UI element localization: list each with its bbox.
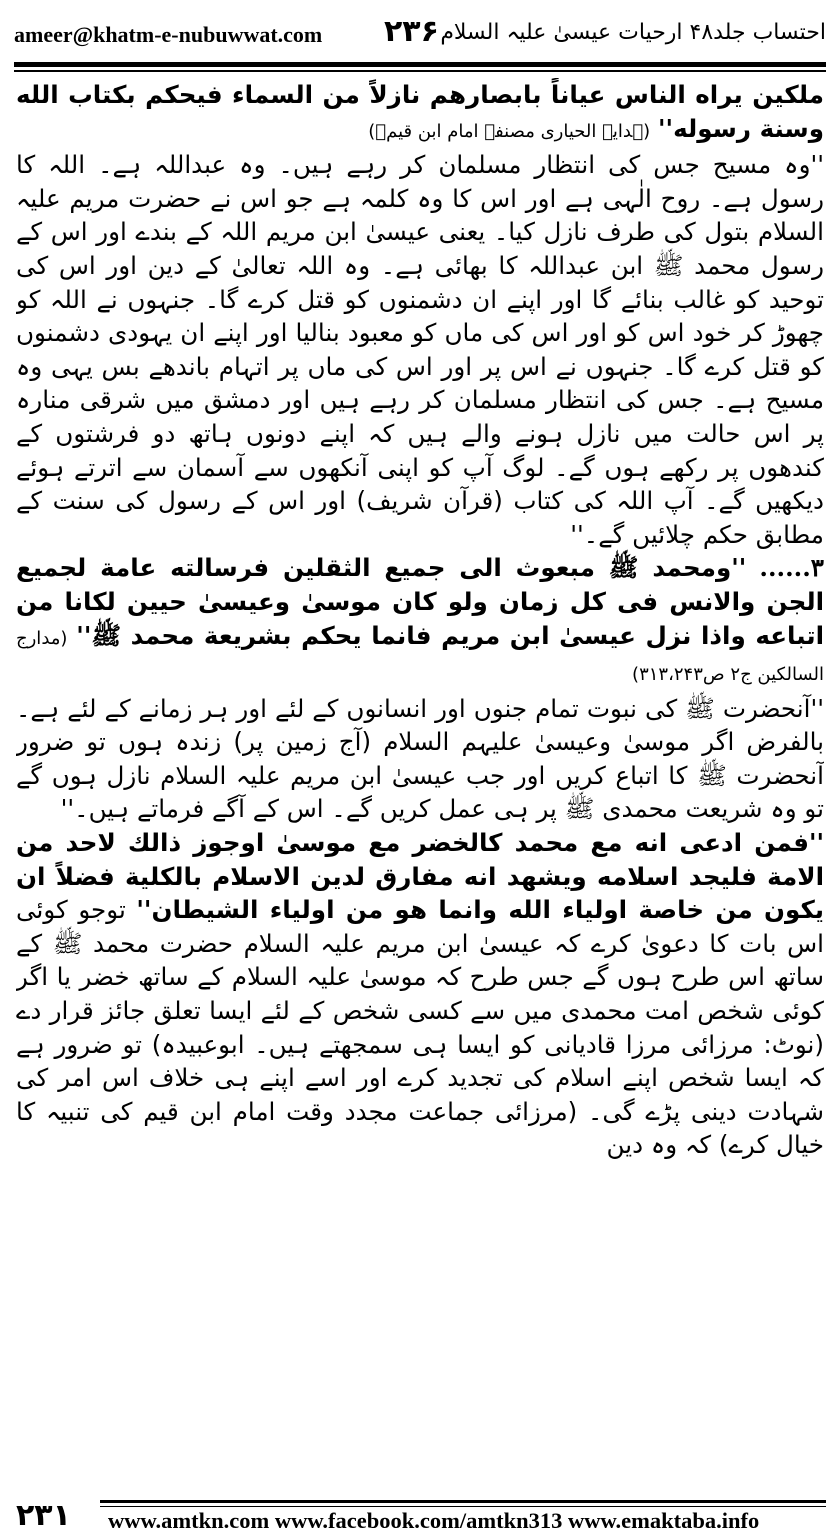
footer-rule-thin bbox=[100, 1506, 826, 1507]
header-rule-thick bbox=[14, 62, 826, 67]
arabic-quote-1: ملكين يراه الناس عياناً بابصارهم نازلاً من السماء فيحكم بكتاب الله وسنة رسوله'' bbox=[16, 80, 824, 143]
header-page-number: ۲۳۶ bbox=[384, 14, 439, 49]
urdu-translation-3: توجو کوئی اس بات کا دعویٰ کرے کہ عیسیٰ ابن مریم علیہ السلام حضرت محمد ﷺ کے ساتھ اس طرح ہوں گے جس طرح کہ موسیٰ علیہ السلام کے ساتھ خضر یا اگر کوئی شخص امت محمدی میں سے کسی شخص کے لئے ایسا تعلق جائز قرار دے (نوٹ: مرزائی مرزا قادیانی کو ایسا ہی سمجھتے ہیں۔ ابوعبیدہ) تو ضرور ہے کہ ایسا شخص اپنے اسلام کی تجدید کرے اور اسے اپنے ہی خلاف اس امر کی شہادت دینی پڑے گی۔ (مرزائی جماعت مجدد وقت امام ابن قیم کی تنبیہ کا خیال کرے) کہ وہ دین bbox=[16, 895, 824, 1160]
header-rule-thin bbox=[14, 70, 826, 72]
paragraph-3 bbox=[16, 551, 824, 691]
item-number-3: ۳...... bbox=[759, 553, 824, 583]
footer-links: www.amtkn.com www.facebook.com/amtkn313 www.emaktaba.info bbox=[108, 1508, 760, 1533]
paragraph-5 bbox=[16, 826, 824, 1162]
arabic-quote-3: ''فمن ادعى انه مع محمد كالخضر مع موسىٰ اوجوز ذالك لاحد من الامة فليجد اسلامه ويشهد انه مفارق لدين الاسلام بالكلية فضلاً ان يكون من خاصة اولياء الله وانما هو من اولياء الشيطان'' bbox=[16, 828, 824, 925]
page-footer bbox=[14, 1496, 826, 1536]
arabic-quote-2: ''ومحمد ﷺ مبعوث الى جميع الثقلين فرسالته عامة لجميع الجن والانس فى كل زمان ولو كان موسىٰ وعيسىٰ حيين لكانا من اتباعه واذا نزل عيسىٰ ابن مريم فانما يحكم بشريعة محمد ﷺ'' bbox=[16, 553, 824, 650]
urdu-translation-1: ''وہ مسیح جس کی انتظار مسلمان کر رہے ہیں۔ وہ عبداللہ ہے۔ اللہ کا رسول ہے۔ روح الٰہی ہے اور اس کا وہ کلمہ ہے جو اس نے حضرت مریم علیہ السلام بتول کی طرف نازل کیا۔ یعنی عیسیٰ ابن مریم اللہ کے بندے اور اس کے رسول محمد ﷺ ابن عبداللہ کا بھائی ہے۔ وہ اللہ تعالیٰ کے دین اور اس کی توحید کو غالب بنائے گا اور اپنے ان دشمنوں کو قتل کرے گا۔ جنہوں نے اللہ کو چھوڑ کر خود اس کو اور اس کی ماں کو معبود بنالیا اور اپنے ان یہودی دشمنوں کو قتل کرے گا۔ جنہوں نے اس پر اور اس کی ماں پر اتہام باندھے بس یہی وہ مسیح ہے۔ جس کی انتظار مسلمان کر رہے ہیں اور دمشق میں شرقی منارہ پر اس حالت میں نازل ہونے والے ہیں کہ اپنے دونوں ہاتھ دو فرشتوں کے کندھوں پر رکھے ہوں گے۔ لوگ آپ کو اپنی آنکھوں سے آسمان سے اترتے ہوئے دیکھیں گے۔ آپ اللہ کی کتاب (قرآن شریف) اور اس کے رسول کی سنت کے مطابق حکم چلائیں گے۔'' bbox=[16, 150, 824, 549]
footer-page-number: ۲۳۱ bbox=[16, 1498, 71, 1533]
header-email: ameer@khatm-e-nubuwwat.com bbox=[14, 22, 323, 47]
page-body bbox=[16, 78, 824, 1493]
paragraph-1 bbox=[16, 78, 824, 148]
header-book-title: احتساب جلد۴۸ ارحیات عیسیٰ علیہ السلام bbox=[440, 20, 826, 45]
urdu-translation-2: ''آنحضرت ﷺ کی نبوت تمام جنوں اور انسانوں کے لئے اور ہر زمانے کے لئے ہے۔ بالفرض اگر موسیٰ وعیسیٰ علیہم السلام (آج زمین پر) زندہ ہوں تو ضرور آنحضرت ﷺ کا اتباع کریں اور جب عیسیٰ ابن مریم علیہ السلام نازل ہوں گے تو وہ شریعت محمدی ﷺ پر ہی عمل کریں گے۔ اس کے آگے فرماتے ہیں۔'' bbox=[16, 693, 824, 824]
reference-1: (ہدایۃ الحیاری مصنفہ امام ابن قیمؒ) bbox=[368, 120, 651, 142]
reference-2: (مدارج السالکین ج۲ ص۳۱۳،۲۴۳) bbox=[16, 627, 824, 686]
footer-rule-thick bbox=[100, 1500, 826, 1503]
page-header bbox=[14, 8, 826, 60]
